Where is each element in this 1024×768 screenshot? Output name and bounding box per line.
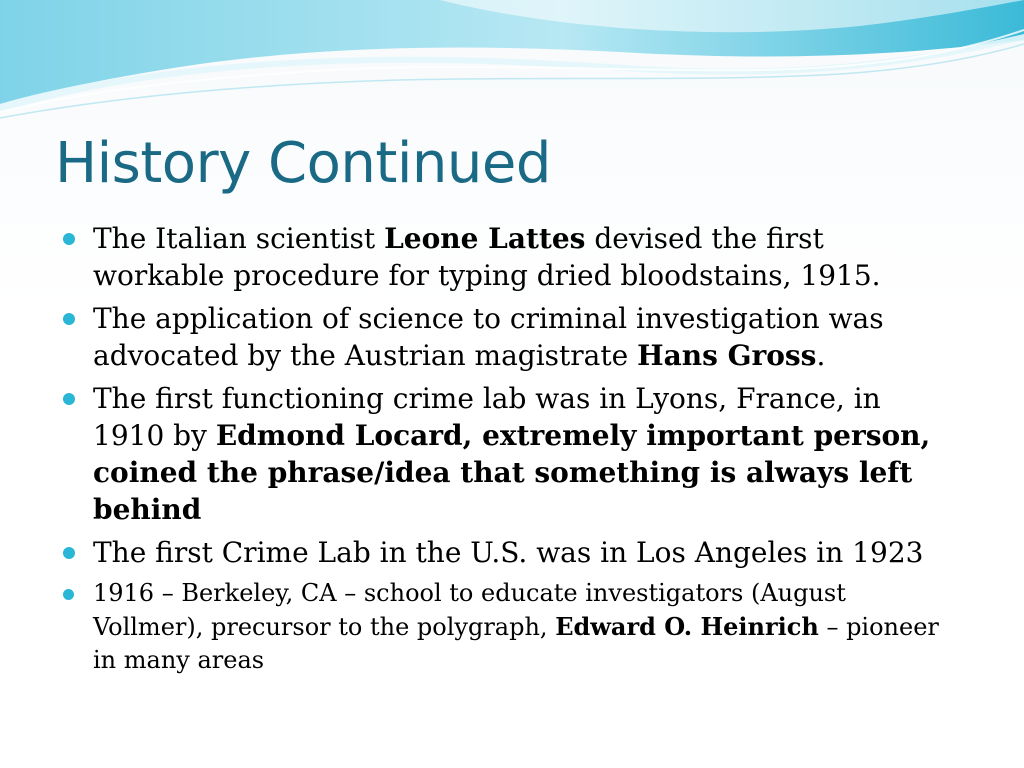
bullet-list (60, 220, 960, 683)
bullet-item (60, 577, 960, 677)
bullet-text: The first Crime Lab in the U.S. was in Los Angeles in 1923 (93, 536, 924, 569)
bullet-bold-name: Edmond Locard, extremely important person, coined the phrase/idea that something is always left behind (93, 419, 931, 526)
slide-title: History Continued (55, 131, 551, 196)
bullet-text (93, 222, 881, 292)
bullet-text-part: – pioneer in many areas (93, 613, 939, 674)
bullet-dot-icon (63, 589, 74, 600)
bullet-text (93, 302, 884, 372)
bullet-dot-icon (63, 313, 75, 325)
bullet-bold-name: Hans Gross (637, 339, 817, 372)
bullet-item (60, 534, 960, 571)
bullet-dot-icon (63, 393, 75, 405)
bullet-text-part: 1916 – Berkeley, CA – school to educate investigators (August Vollmer), precursor to the polygraph, (93, 579, 846, 641)
bullet-item (60, 220, 960, 294)
bullet-dot-icon (63, 547, 75, 559)
bullet-text (93, 382, 930, 526)
bullet-text-part: devised the first workable procedure for typing dried bloodstains, 1915. (93, 222, 881, 292)
bullet-text-part: The first functioning crime lab was in Lyons, France, in 1910 by (93, 382, 881, 452)
bullet-text-part: The Italian scientist (93, 222, 385, 255)
bullet-item (60, 300, 960, 374)
bullet-bold-name: Leone Lattes (384, 222, 586, 255)
bullet-item (60, 380, 960, 528)
bullet-text (93, 579, 939, 674)
bullet-dot-icon (63, 233, 75, 245)
bullet-text-part: The application of science to criminal investigation was advocated by the Austrian magistrate (93, 302, 884, 372)
header-wave-decoration (0, 0, 1024, 120)
bullet-bold-name: Edward O. Heinrich (555, 612, 819, 641)
bullet-text-part: . (816, 339, 826, 372)
